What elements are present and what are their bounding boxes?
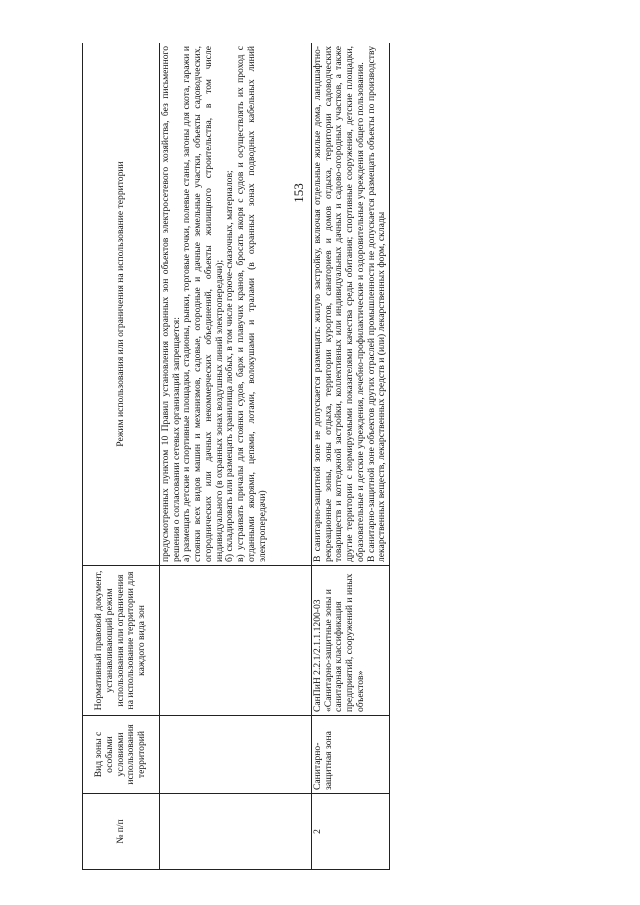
regime-paragraph: предусмотренных пунктом 10 Правил установления охранных зон объектов электросетевого хозяйства, без письменного решения о согласовании сетевых организаций запрещается:	[160, 46, 182, 562]
header-normative-document: Нормативный правовой документ, устанавливающий режим использования или ограничения на использование территории для каждого вида зон	[83, 566, 160, 716]
header-number: № п/п	[83, 794, 160, 870]
row-number: 2	[312, 794, 390, 870]
regime-paragraph: В санитарно-защитной зоне не допускается размещать: жилую застройку, включая отдельные жилые дома, ландшафтно-рекреационные зоны, зоны отдыха, территории курортов, санаториев и домов отдыха, территории садоводческих товариществ и коттеджной застройки, коллективных или индивидуальных дачных и садово-огородных участков, а также другие территории с нормируемыми показателями качества среды обитания; спортивные сооружения, детские площадки, образовательные и детские учреждения, лечебно-профилактические и оздоровительные учреждения общего пользования.	[312, 46, 366, 562]
header-zone-type: Вид зоны с особыми условиями использования территорий	[83, 716, 160, 794]
zones-table	[82, 43, 390, 870]
page-number: 153	[290, 183, 306, 203]
table-container	[82, 43, 573, 870]
regime-paragraph: в) устраивать причалы для стоянки судов, барж и плавучих кранов, бросать якоря с судов и осуществлять их проход с отданными якорями, цепями, лотами, волокушами и тралами (в охранных зонах подводных кабельных линий электропередачи)	[235, 46, 268, 562]
normative-document: СанПиН 2.2.1/2.1.1.1200-03 «Санитарно-защитные зоны и санитарная классификация предприятий, сооружений и иных объектов»	[312, 566, 390, 716]
table-row	[312, 43, 390, 870]
row-number	[160, 794, 312, 870]
regime-paragraph: а) размещать детские и спортивные площадки, стадионы, рынки, торговые точки, полевые станы, загоны для скота, гаражи и стоянки всех видов машин и механизмов, садовые, огородные и дачные земельные участки, объекты садоводческих, огороднических или дачных некоммерческих объединений, объекты жилищного строительства, в том числе индивидуального (в охранных зонах воздушных линий электропередачи);	[181, 46, 225, 562]
zone-type	[160, 716, 312, 794]
table-row	[160, 43, 312, 870]
normative-document	[160, 566, 312, 716]
regime-text	[312, 43, 390, 566]
zone-type: Санитарно-защитная зона	[312, 716, 390, 794]
regime-paragraph: б) складировать или размещать хранилища любых, в том числе горюче-смазочных, материалов;	[224, 170, 236, 562]
regime-text	[160, 43, 312, 566]
regime-paragraph: В санитарно-защитной зоне объектов других отраслей промышленности не допускается размещать объекты по производству лекарственных веществ, лекарственных средств и (или) лекарственных форм, склады	[365, 46, 388, 562]
table-header-row	[83, 43, 160, 870]
header-regime: Режим использования или ограничения на использование территории	[83, 43, 160, 566]
rotated-sheet	[82, 43, 573, 870]
